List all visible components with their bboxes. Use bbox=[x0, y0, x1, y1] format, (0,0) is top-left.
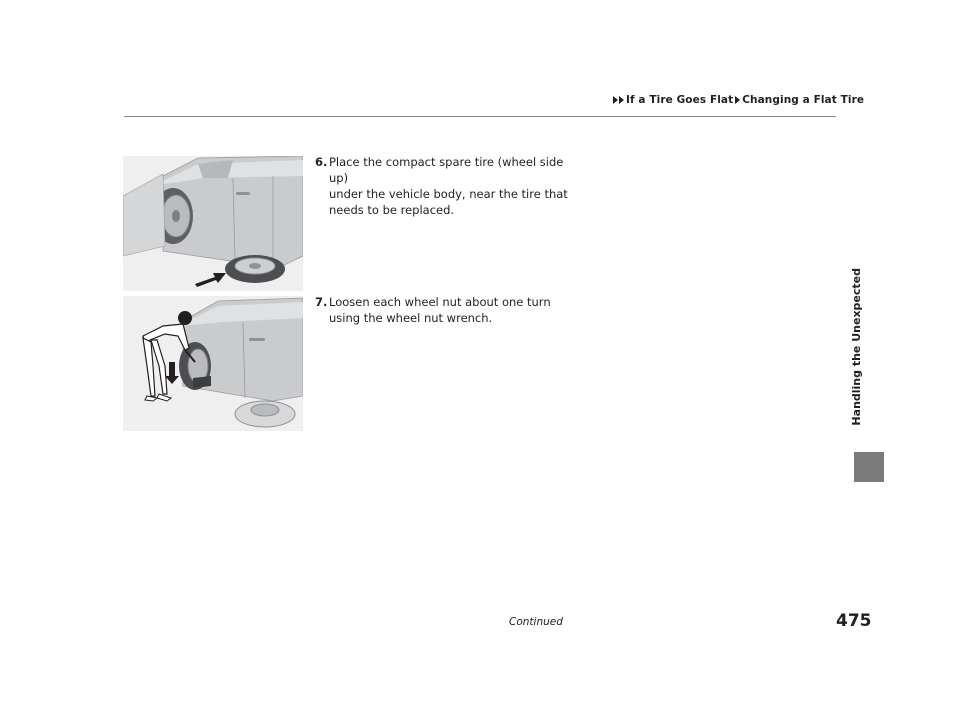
breadcrumb-item-topic[interactable]: Changing a Flat Tire bbox=[742, 94, 865, 106]
continued-label: Continued bbox=[509, 616, 563, 628]
breadcrumb-item-section[interactable]: If a Tire Goes Flat bbox=[626, 94, 734, 106]
header-rule bbox=[124, 116, 836, 117]
illustration-spare-tire-under-vehicle bbox=[123, 156, 303, 291]
step-text-line: needs to be replaced. bbox=[329, 203, 455, 217]
step-number: 6. bbox=[315, 155, 328, 169]
section-title-vertical: Handling the Unexpected bbox=[850, 268, 863, 426]
breadcrumb bbox=[613, 94, 866, 106]
step-text-line: using the wheel nut wrench. bbox=[329, 311, 493, 325]
step-6 bbox=[315, 154, 575, 218]
section-tab[interactable] bbox=[854, 452, 884, 482]
breadcrumb-arrow-icon bbox=[619, 96, 624, 104]
step-7 bbox=[315, 294, 575, 326]
step-text-line: under the vehicle body, near the tire that bbox=[329, 187, 568, 201]
page-number: 475 bbox=[836, 611, 872, 631]
illustration-loosen-wheel-nuts bbox=[123, 296, 303, 431]
breadcrumb-arrow-icon bbox=[735, 96, 740, 104]
step-text-line: Loosen each wheel nut about one turn bbox=[329, 295, 551, 309]
breadcrumb-arrow-icon bbox=[613, 96, 618, 104]
step-number: 7. bbox=[315, 295, 328, 309]
step-text-line: Place the compact spare tire (wheel side up) bbox=[329, 155, 564, 185]
